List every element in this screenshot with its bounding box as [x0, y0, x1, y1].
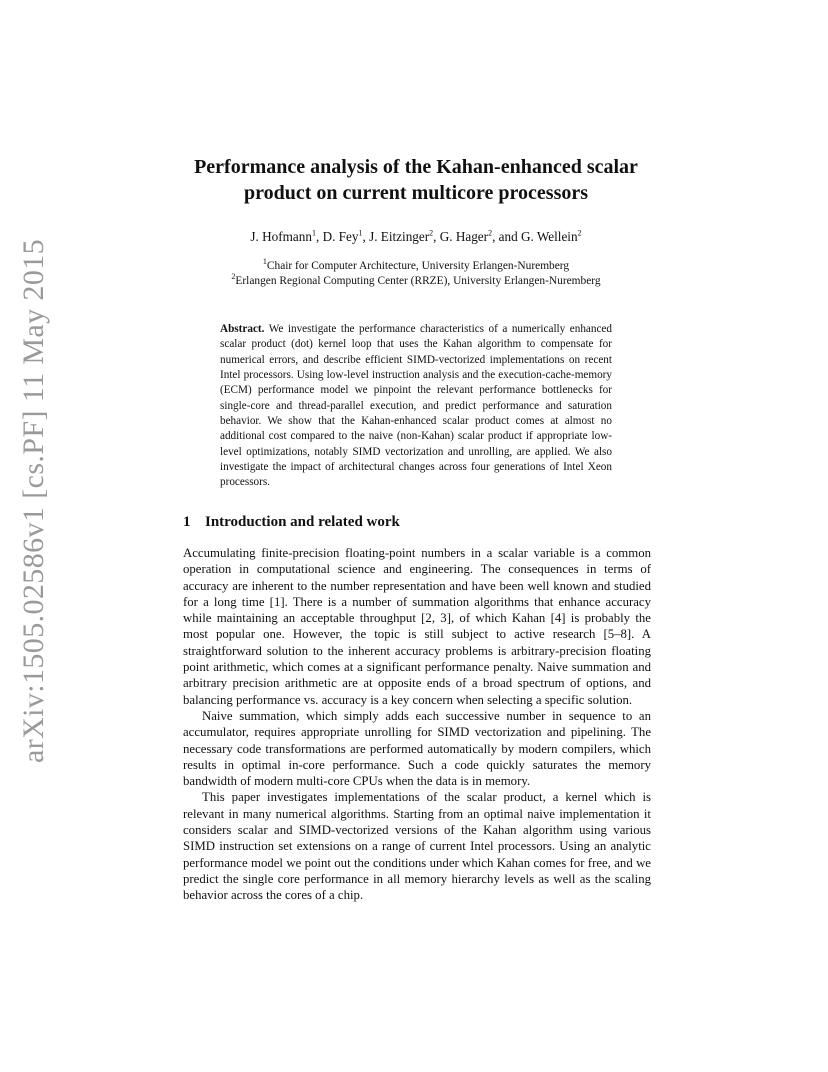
author-name: J. Hofmann — [250, 229, 312, 244]
author-separator: , — [315, 229, 323, 244]
body-paragraph: Naive summation, which simply adds each successive number in sequence to an accumulator, requires appropriate unrolling for SIMD vectorization and pipelining. The necessary code transformations are performed automatically by modern compilers, which results in optimal in-core performance. Such a code quickly saturates the memory bandwidth of modern multi-core CPUs when the data is in memory. — [183, 708, 651, 789]
arxiv-identifier-text: arXiv:1505.02586v1 [cs.PF] 11 May 2015 — [17, 238, 50, 764]
author-affiliation-mark: 2 — [577, 228, 582, 238]
affiliation — [150, 274, 682, 289]
affiliation-mark: 1 — [262, 257, 267, 267]
abstract — [220, 322, 612, 491]
affiliation-text: Erlangen Regional Computing Center (RRZE), University Erlangen-Nuremberg — [235, 275, 601, 287]
section-title: Introduction and related work — [205, 514, 400, 530]
body-paragraph: Accumulating finite-precision floating-point numbers in a scalar variable is a common operation in computational science and engineering. The consequences in terms of accuracy are inherent to the number representation and have been well known and studied for a long time [1]. There is a number of summation algorithms that enhance accuracy while maintaining an acceptable throughput [2, 3], of which Kahan [4] is probably the most popular one. However, the topic is still subject to active research [5–8]. A straightforward solution to the inherent accuracy problems is arbitrary-precision floating point arithmetic, which comes at a significant performance penalty. Naive summation and arbitrary precision arithmetic are at opposite ends of a broad spectrum of options, and balancing performance vs. accuracy is a key concern when selecting a specific solution. — [183, 546, 651, 707]
paper-title-line-1: Performance analysis of the Kahan-enhanced scalar — [194, 156, 638, 178]
author-name: G. Hager — [439, 229, 489, 244]
section-heading — [183, 512, 400, 532]
author-affiliation-mark: 2 — [488, 228, 493, 238]
author-separator: , — [362, 229, 370, 244]
author-separator: , and — [492, 229, 521, 244]
section-number: 1 — [183, 514, 191, 530]
affiliation — [150, 259, 682, 274]
author-affiliation-mark: 1 — [311, 228, 316, 238]
abstract-text: We investigate the performance characteristics of a numerically enhanced scalar product (dot) kernel loop that uses the Kahan algorithm to compensate for numerical errors, and describe efficient SIMD-vectorized implementations on recent Intel processors. Using low-level instruction analysis and the execution-cache-memory (ECM) performance model we pinpoint the relevant performance bottlenecks for single-core and thread-parallel execution, and predict performance and saturation behavior. We show that the Kahan-enhanced scalar product comes at almost no additional cost compared to the naive (non-Kahan) scalar product if appropriate low-level optimizations, notably SIMD vectorization and unrolling, are applied. We also investigate the impact of architectural changes across four generations of Intel Xeon processors. — [220, 323, 612, 489]
author-name: J. Eitzinger — [369, 229, 430, 244]
author-separator: , — [433, 229, 440, 244]
paper-title-line-2: product on current multicore processors — [243, 182, 589, 204]
body-paragraph: This paper investigates implementations of the scalar product, a kernel which is relevant in many numerical algorithms. Starting from an optimal naive implementation it considers scalar and SIMD-vectorized versions of the Kahan algorithm using various SIMD instruction set extensions on a range of current Intel processors. Using an analytic performance model we point out the conditions under which Kahan comes for free, and we predict the single core performance in all memory hierarchy levels as well as the scaling behavior across the cores of a chip. — [183, 790, 651, 903]
abstract-label: Abstract. — [220, 323, 265, 335]
section-body — [183, 545, 651, 904]
author-affiliation-mark: 1 — [358, 228, 363, 238]
affiliation-text: Chair for Computer Architecture, University Erlangen-Nuremberg — [266, 260, 570, 272]
arxiv-identifier-stamp — [16, 238, 52, 764]
affiliation-list — [150, 259, 682, 289]
author-affiliation-mark: 2 — [429, 228, 434, 238]
author-name: D. Fey — [322, 229, 359, 244]
author-name: G. Wellein — [521, 229, 578, 244]
author-list — [150, 228, 682, 246]
paper-title — [150, 154, 682, 206]
affiliation-mark: 2 — [231, 272, 236, 282]
